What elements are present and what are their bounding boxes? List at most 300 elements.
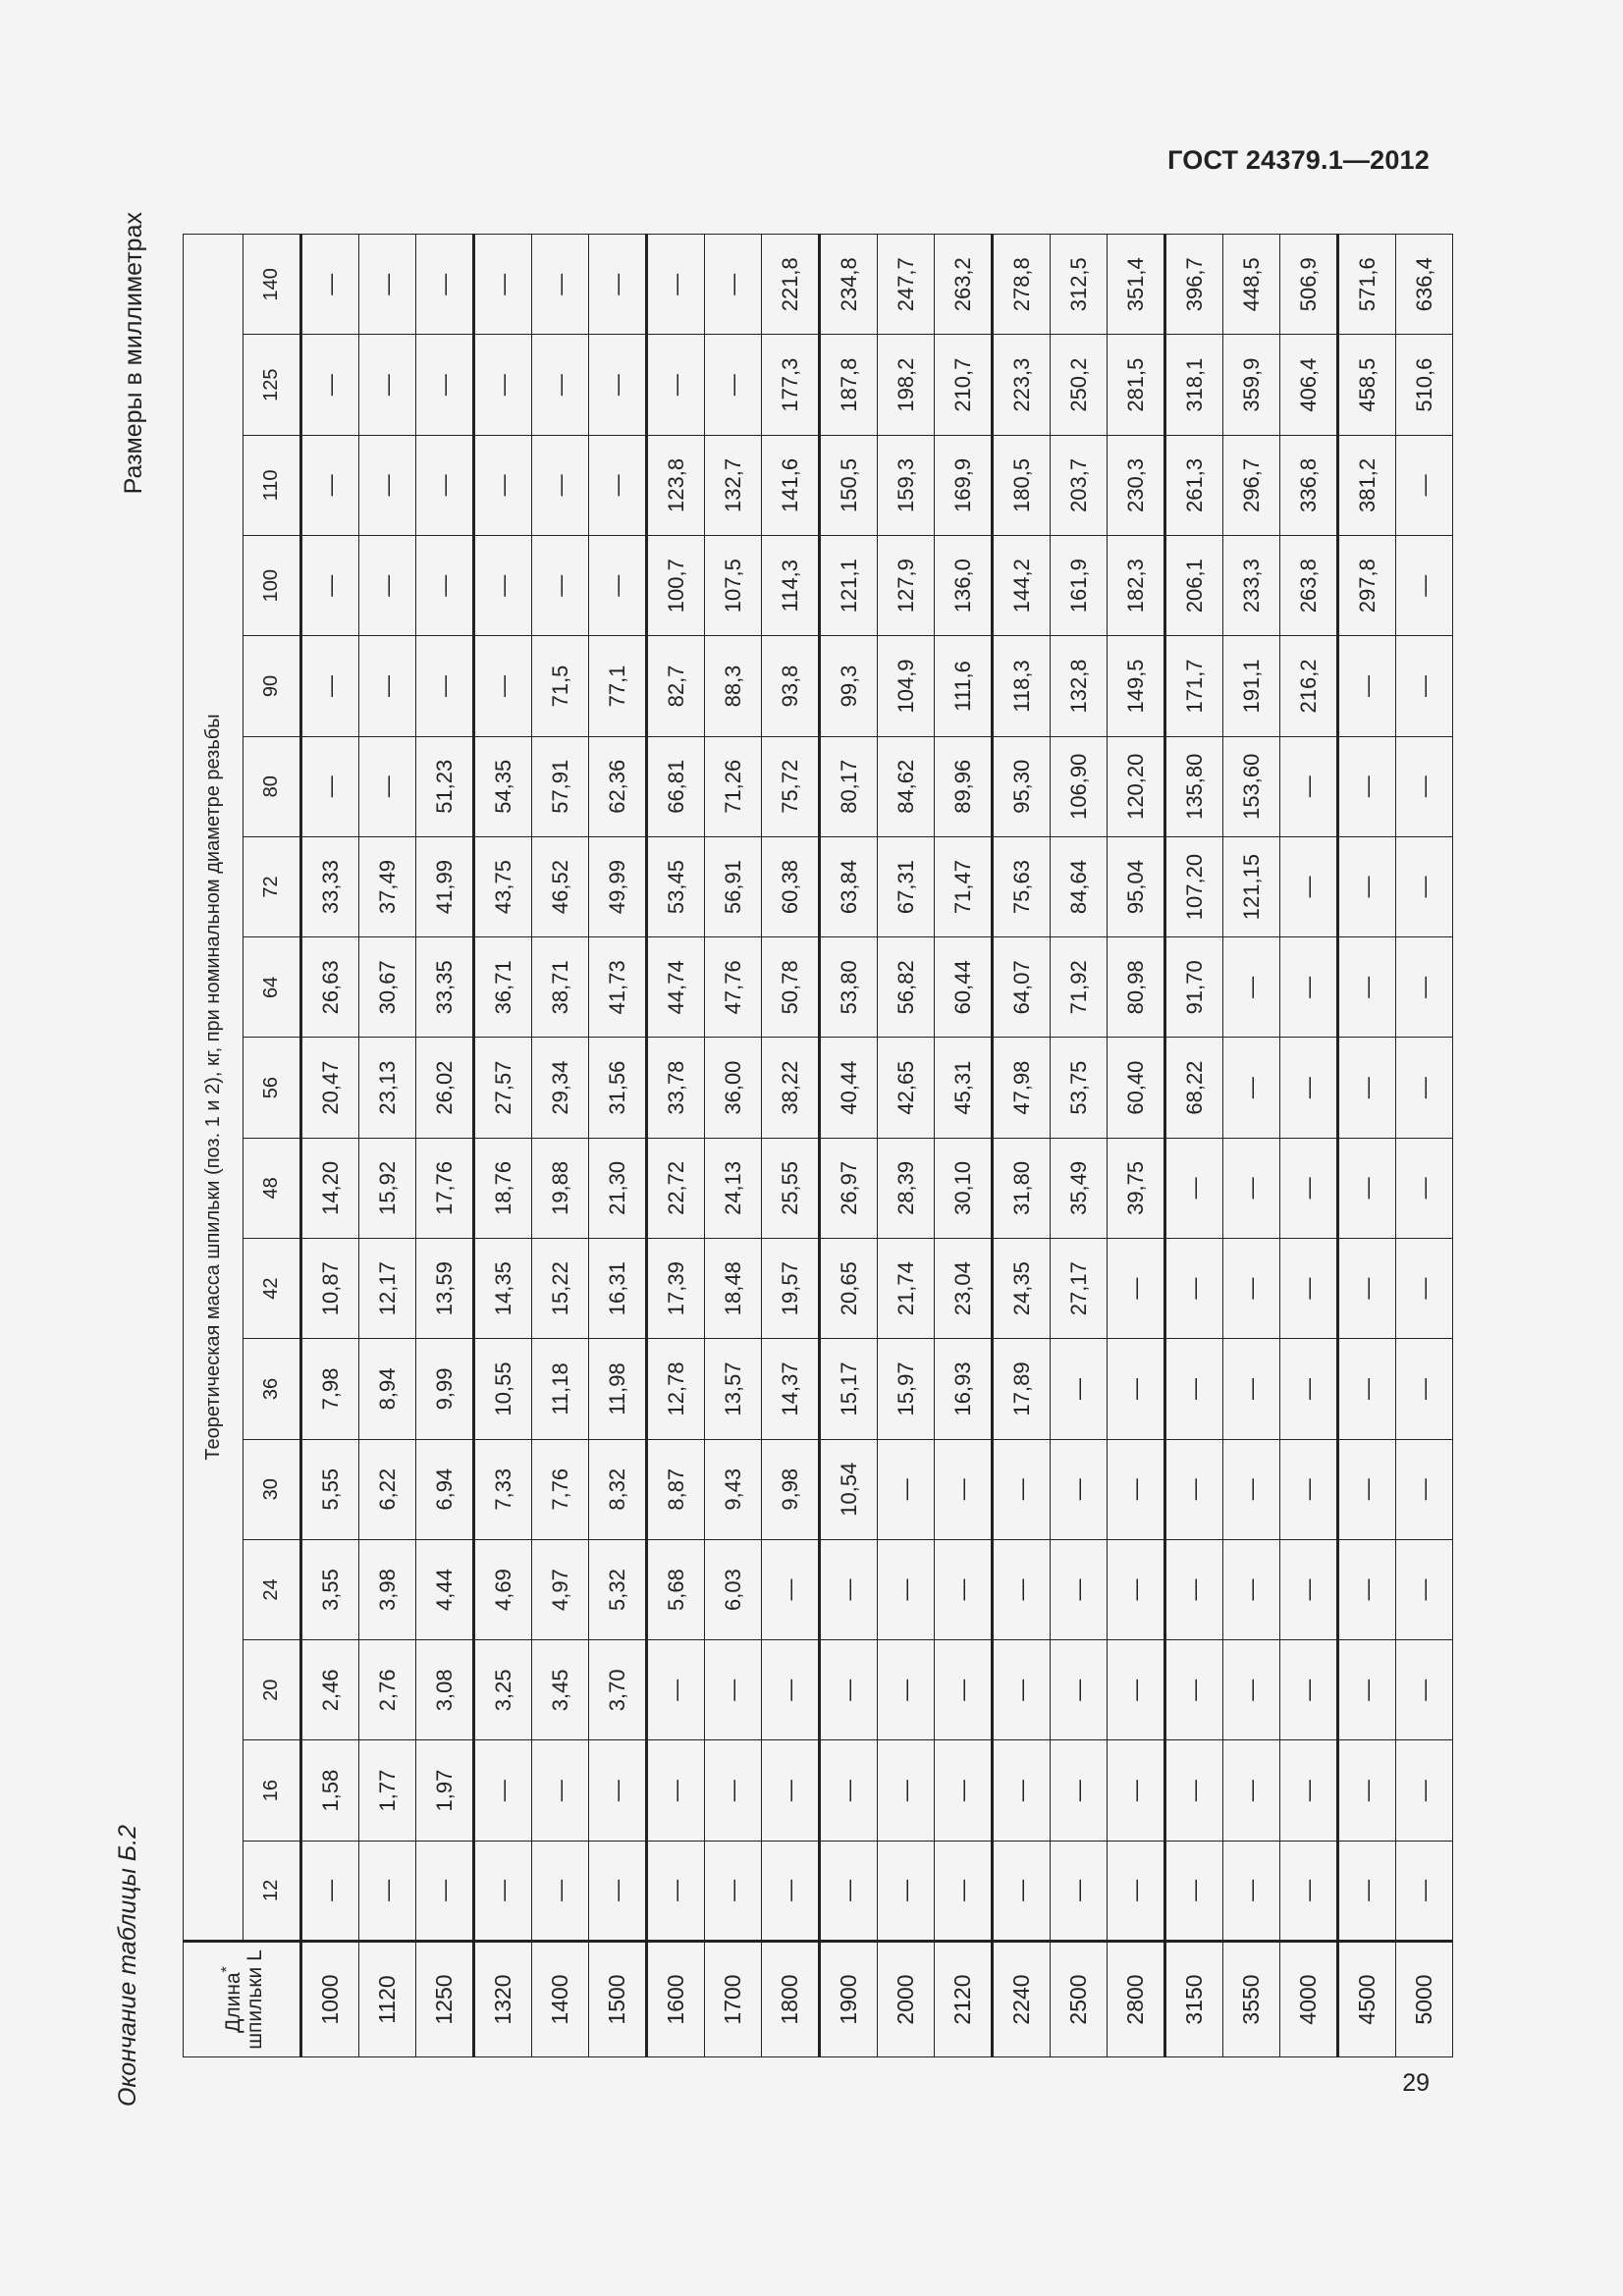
mass-cell: 571,6 [1338,235,1396,336]
mass-cell: — [1396,1339,1453,1439]
mass-cell: 203,7 [1051,435,1108,535]
mass-cell: — [1338,736,1396,836]
table-body [301,235,1453,2057]
mass-cell: — [1223,1138,1280,1238]
mass-cell: 29,34 [532,1038,589,1138]
mass-cell: — [1108,1640,1165,1740]
table-title: Окончание таблицы Б.2 [114,1825,141,2107]
mass-cell: 191,1 [1223,636,1280,736]
mass-cell: 47,76 [705,937,762,1038]
mass-cell: — [1280,1038,1338,1138]
mass-cell: — [1280,1239,1338,1339]
mass-cell: 60,44 [935,937,993,1038]
mass-cell: — [935,1740,993,1841]
mass-cell: — [1396,1841,1453,1941]
mass-cell: — [1280,836,1338,936]
diameter-header-row [243,235,301,2057]
mass-cell: — [935,1841,993,1941]
mass-cell: 210,7 [935,335,993,435]
mass-cell: 62,36 [589,736,647,836]
mass-cell: 26,02 [416,1038,474,1138]
mass-cell: — [878,1841,935,1941]
mass-cell: 21,30 [589,1138,647,1238]
mass-cell: 278,8 [993,235,1051,336]
mass-cell: 13,57 [705,1339,762,1439]
mass-cell: — [532,1841,589,1941]
mass-cell: 180,5 [993,435,1051,535]
mass-cell: — [1338,1439,1396,1539]
mass-cell: — [474,435,532,535]
mass-cell: 77,1 [589,636,647,736]
mass-cell: 230,3 [1108,435,1165,535]
mass-cell: 3,25 [474,1640,532,1740]
mass-cell: — [1396,435,1453,535]
mass-cell: 171,7 [1165,636,1223,736]
mass-cell: 27,57 [474,1038,532,1138]
mass-cell: — [705,235,762,336]
mass-cell: 35,49 [1051,1138,1108,1238]
table-row [762,235,820,2057]
mass-cell: 15,97 [878,1339,935,1439]
mass-cell: — [762,1740,820,1841]
table-row [1396,235,1453,2057]
mass-cell: 123,8 [647,435,705,535]
mass-cell: 36,00 [705,1038,762,1138]
mass-cell: 187,8 [820,335,878,435]
table-row [301,235,359,2057]
mass-cell: 20,47 [301,1038,359,1138]
mass-cell: — [1223,1439,1280,1539]
table-row [416,235,474,2057]
mass-cell: 12,17 [359,1239,416,1339]
mass-cell: 21,74 [878,1239,935,1339]
mass-cell: 510,6 [1396,335,1453,435]
mass-cell: 80,98 [1108,937,1165,1038]
mass-cell: 263,2 [935,235,993,336]
mass-cell: 198,2 [878,335,935,435]
mass-cell: — [1338,1539,1396,1639]
diameter-header-cell: 90 [243,636,301,736]
mass-cell: 89,96 [935,736,993,836]
mass-cell: — [1108,1539,1165,1639]
table-row [820,235,878,2057]
mass-cell: 30,10 [935,1138,993,1238]
document-standard-header: ГОСТ 24379.1—2012 [1167,145,1430,175]
mass-cell: — [1165,1640,1223,1740]
mass-cell: 93,8 [762,636,820,736]
mass-cell: — [1396,1539,1453,1639]
mass-cell: 153,60 [1223,736,1280,836]
mass-cell: 406,4 [1280,335,1338,435]
mass-cell: 26,63 [301,937,359,1038]
page-number: 29 [1402,2069,1430,2097]
mass-cell: — [589,1841,647,1941]
mass-cell: 7,76 [532,1439,589,1539]
mass-cell: 23,13 [359,1038,416,1138]
mass-cell: 13,59 [416,1239,474,1339]
mass-cell: — [1280,937,1338,1038]
mass-cell: 177,3 [762,335,820,435]
length-cell: 2240 [993,1942,1051,2057]
mass-cell: — [1338,636,1396,736]
mass-cell: 3,08 [416,1640,474,1740]
mass-cell: 15,92 [359,1138,416,1238]
mass-cell: 99,3 [820,636,878,736]
mass-cell: 19,88 [532,1138,589,1238]
mass-cell: — [1280,1740,1338,1841]
mass-cell: 16,93 [935,1339,993,1439]
mass-cell: — [1165,1439,1223,1539]
mass-cell: — [301,1841,359,1941]
mass-cell: — [993,1640,1051,1740]
diameter-header-cell: 48 [243,1138,301,1238]
mass-cell: 223,3 [993,335,1051,435]
mass-cell: 15,22 [532,1239,589,1339]
diameter-header-cell: 56 [243,1038,301,1138]
mass-cell: — [1396,1038,1453,1138]
mass-cell: 100,7 [647,536,705,636]
mass-cell: 41,99 [416,836,474,936]
mass-cell: — [1280,1539,1338,1639]
mass-cell: 11,18 [532,1339,589,1439]
mass-table [183,234,1453,2057]
table-row [878,235,935,2057]
mass-cell: — [1396,1138,1453,1238]
mass-cell: 120,20 [1108,736,1165,836]
mass-cell: 84,62 [878,736,935,836]
mass-cell: 5,32 [589,1539,647,1639]
mass-cell: 14,20 [301,1138,359,1238]
diameter-header-cell: 140 [243,235,301,336]
mass-cell: 43,75 [474,836,532,936]
mass-cell: 221,8 [762,235,820,336]
mass-cell: 24,35 [993,1239,1051,1339]
mass-cell: — [474,335,532,435]
mass-cell: — [1338,1339,1396,1439]
mass-cell: 359,9 [1223,335,1280,435]
mass-cell: — [1108,1239,1165,1339]
mass-cell: 297,8 [1338,536,1396,636]
mass-cell: — [1051,1539,1108,1639]
diameter-header-cell: 110 [243,435,301,535]
mass-cell: — [474,1841,532,1941]
mass-cell: 46,52 [532,836,589,936]
mass-cell: 37,49 [359,836,416,936]
mass-cell: 111,6 [935,636,993,736]
mass-cell: — [1396,1439,1453,1539]
mass-cell: 75,63 [993,836,1051,936]
mass-cell: 161,9 [1051,536,1108,636]
mass-cell: 25,55 [762,1138,820,1238]
mass-cell: 381,2 [1338,435,1396,535]
diameter-header-cell: 30 [243,1439,301,1539]
mass-cell: 14,37 [762,1339,820,1439]
mass-cell: — [878,1740,935,1841]
mass-cell: — [647,235,705,336]
mass-cell: 22,72 [647,1138,705,1238]
mass-cell: — [820,1740,878,1841]
mass-cell: — [820,1640,878,1740]
table-row [589,235,647,2057]
mass-cell: 66,81 [647,736,705,836]
mass-cell: 17,76 [416,1138,474,1238]
length-cell: 1120 [359,1942,416,2057]
mass-cell: 2,46 [301,1640,359,1740]
mass-cell: — [416,335,474,435]
mass-cell: 49,99 [589,836,647,936]
mass-cell: — [589,335,647,435]
mass-cell: 51,23 [416,736,474,836]
mass-cell: 6,94 [416,1439,474,1539]
mass-cell: 10,87 [301,1239,359,1339]
mass-cell: 41,73 [589,937,647,1038]
mass-cell: — [1165,1339,1223,1439]
mass-cell: — [1051,1339,1108,1439]
mass-cell: — [1280,1138,1338,1238]
mass-cell: 17,89 [993,1339,1051,1439]
mass-cell: — [1051,1640,1108,1740]
length-cell: 1320 [474,1942,532,2057]
mass-cell: 56,91 [705,836,762,936]
table-container [183,234,1453,2057]
diameter-header-cell: 12 [243,1841,301,1941]
mass-cell: — [416,636,474,736]
mass-cell: — [1280,1339,1338,1439]
mass-cell: 9,98 [762,1439,820,1539]
mass-cell: 7,33 [474,1439,532,1539]
mass-cell: 33,78 [647,1038,705,1138]
mass-cell: — [1165,1740,1223,1841]
mass-cell: — [1396,1640,1453,1740]
mass-cell: — [589,235,647,336]
mass-cell: — [1338,836,1396,936]
mass-cell: 53,75 [1051,1038,1108,1138]
mass-cell: — [705,1841,762,1941]
mass-cell: 216,2 [1280,636,1338,736]
mass-cell: 149,5 [1108,636,1165,736]
mass-cell: — [301,736,359,836]
mass-cell: — [1338,937,1396,1038]
mass-cell: 261,3 [1165,435,1223,535]
mass-cell: 95,04 [1108,836,1165,936]
mass-cell: — [705,1640,762,1740]
mass-cell: — [1223,1239,1280,1339]
diameter-header-cell: 20 [243,1640,301,1740]
mass-cell: — [359,736,416,836]
mass-cell: 10,55 [474,1339,532,1439]
mass-cell: — [1051,1740,1108,1841]
length-header-line2: шпильки L [243,1949,266,2050]
mass-cell: 4,44 [416,1539,474,1639]
mass-cell: 135,80 [1165,736,1223,836]
mass-cell: — [1396,736,1453,836]
length-cell: 2000 [878,1942,935,2057]
mass-cell: 60,38 [762,836,820,936]
mass-cell: 336,8 [1280,435,1338,535]
mass-cell: 18,76 [474,1138,532,1238]
units-note: Размеры в миллиметрах [120,212,147,495]
mass-cell: — [359,536,416,636]
mass-cell: 636,4 [1396,235,1453,336]
table-row [935,235,993,2057]
mass-cell: — [1051,1841,1108,1941]
mass-cell: — [1223,1841,1280,1941]
mass-cell: — [359,335,416,435]
mass-cell: 106,90 [1051,736,1108,836]
mass-cell: — [1396,536,1453,636]
mass-cell: 3,98 [359,1539,416,1639]
diameter-header-cell: 42 [243,1239,301,1339]
mass-cell: 11,98 [589,1339,647,1439]
mass-cell: 31,80 [993,1138,1051,1238]
mass-cell: 71,92 [1051,937,1108,1038]
mass-cell: 6,22 [359,1439,416,1539]
mass-cell: 31,56 [589,1038,647,1138]
mass-cell: 3,70 [589,1640,647,1740]
mass-cell: 38,22 [762,1038,820,1138]
mass-cell: 80,17 [820,736,878,836]
table-row [1338,235,1396,2057]
mass-cell: — [1223,937,1280,1038]
mass-cell: 159,3 [878,435,935,535]
mass-cell: 247,7 [878,235,935,336]
table-row [1223,235,1280,2057]
mass-cell: 16,31 [589,1239,647,1339]
table-row [1051,235,1108,2057]
mass-cell: 10,54 [820,1439,878,1539]
mass-cell: — [1223,1539,1280,1639]
length-cell: 1800 [762,1942,820,2057]
mass-cell: 82,7 [647,636,705,736]
mass-cell: 182,3 [1108,536,1165,636]
mass-cell: — [993,1539,1051,1639]
mass-cell: 121,1 [820,536,878,636]
mass-cell: 396,7 [1165,235,1223,336]
length-header-star: * [219,1966,236,1973]
table-row [1165,235,1223,2057]
mass-cell: 56,82 [878,937,935,1038]
mass-cell: 5,68 [647,1539,705,1639]
mass-cell: 104,9 [878,636,935,736]
mass-cell: — [1108,1841,1165,1941]
mass-cell: — [416,435,474,535]
mass-cell: 67,31 [878,836,935,936]
mass-cell: 33,35 [416,937,474,1038]
length-cell: 2500 [1051,1942,1108,2057]
mass-cell: — [589,536,647,636]
mass-cell: — [1338,1740,1396,1841]
mass-cell: — [1165,1841,1223,1941]
mass-cell: — [820,1841,878,1941]
mass-cell: — [993,1439,1051,1539]
mass-cell: 1,77 [359,1740,416,1841]
mass-cell: 7,98 [301,1339,359,1439]
length-header-line1: Длина [222,1972,244,2033]
mass-cell: 19,57 [762,1239,820,1339]
length-cell: 2800 [1108,1942,1165,2057]
mass-cell: 169,9 [935,435,993,535]
mass-cell: 206,1 [1165,536,1223,636]
mass-cell: 8,32 [589,1439,647,1539]
mass-cell: — [532,435,589,535]
length-cell: 1900 [820,1942,878,2057]
mass-cell: — [359,636,416,736]
mass-cell: 53,45 [647,836,705,936]
mass-cell: 57,91 [532,736,589,836]
mass-cell: — [705,335,762,435]
mass-cell: 114,3 [762,536,820,636]
mass-cell: 26,97 [820,1138,878,1238]
mass-cell: — [532,1740,589,1841]
mass-cell: 53,80 [820,937,878,1038]
mass-cell: 4,69 [474,1539,532,1639]
mass-cell: 75,72 [762,736,820,836]
mass-cell: — [1223,1740,1280,1841]
table-row [1108,235,1165,2057]
mass-cell: — [705,1740,762,1841]
mass-cell: — [1165,1539,1223,1639]
mass-cell: — [589,1740,647,1841]
mass-cell: 144,2 [993,536,1051,636]
mass-cell: — [647,335,705,435]
mass-cell: 71,26 [705,736,762,836]
mass-cell: — [1223,1339,1280,1439]
rotated-table-block [114,212,1528,2107]
mass-cell: — [416,536,474,636]
mass-cell: 95,30 [993,736,1051,836]
mass-cell: 28,39 [878,1138,935,1238]
mass-cell: 312,5 [1051,235,1108,336]
mass-cell: — [359,1841,416,1941]
table-row [705,235,762,2057]
length-cell: 3550 [1223,1942,1280,2057]
mass-cell: 12,78 [647,1339,705,1439]
mass-cell: — [1396,1239,1453,1339]
mass-cell: — [935,1439,993,1539]
mass-cell: 107,5 [705,536,762,636]
length-column-header [184,1942,301,2057]
mass-cell: 3,55 [301,1539,359,1639]
mass-cell: 6,03 [705,1539,762,1639]
mass-cell: 88,3 [705,636,762,736]
table-row [359,235,416,2057]
mass-cell: — [1396,636,1453,736]
mass-cell: 39,75 [1108,1138,1165,1238]
mass-cell: — [762,1841,820,1941]
mass-cell: — [820,1539,878,1639]
mass-cell: 5,55 [301,1439,359,1539]
mass-cell: — [878,1439,935,1539]
mass-cell: — [1338,1640,1396,1740]
diameter-header-cell: 125 [243,335,301,435]
mass-cell: 44,74 [647,937,705,1038]
length-cell: 2120 [935,1942,993,2057]
mass-cell: 45,31 [935,1038,993,1138]
mass-cell: 281,5 [1108,335,1165,435]
mass-cell: 458,5 [1338,335,1396,435]
mass-cell: — [532,335,589,435]
mass-cell: — [589,435,647,535]
mass-cell: 8,94 [359,1339,416,1439]
mass-cell: — [359,435,416,535]
mass-cell: — [1051,1439,1108,1539]
mass-cell: 23,04 [935,1239,993,1339]
mass-cell: — [935,1539,993,1639]
mass-cell: — [1338,1038,1396,1138]
mass-cell: 9,99 [416,1339,474,1439]
table-header [184,235,301,2057]
mass-cell: 1,58 [301,1740,359,1841]
